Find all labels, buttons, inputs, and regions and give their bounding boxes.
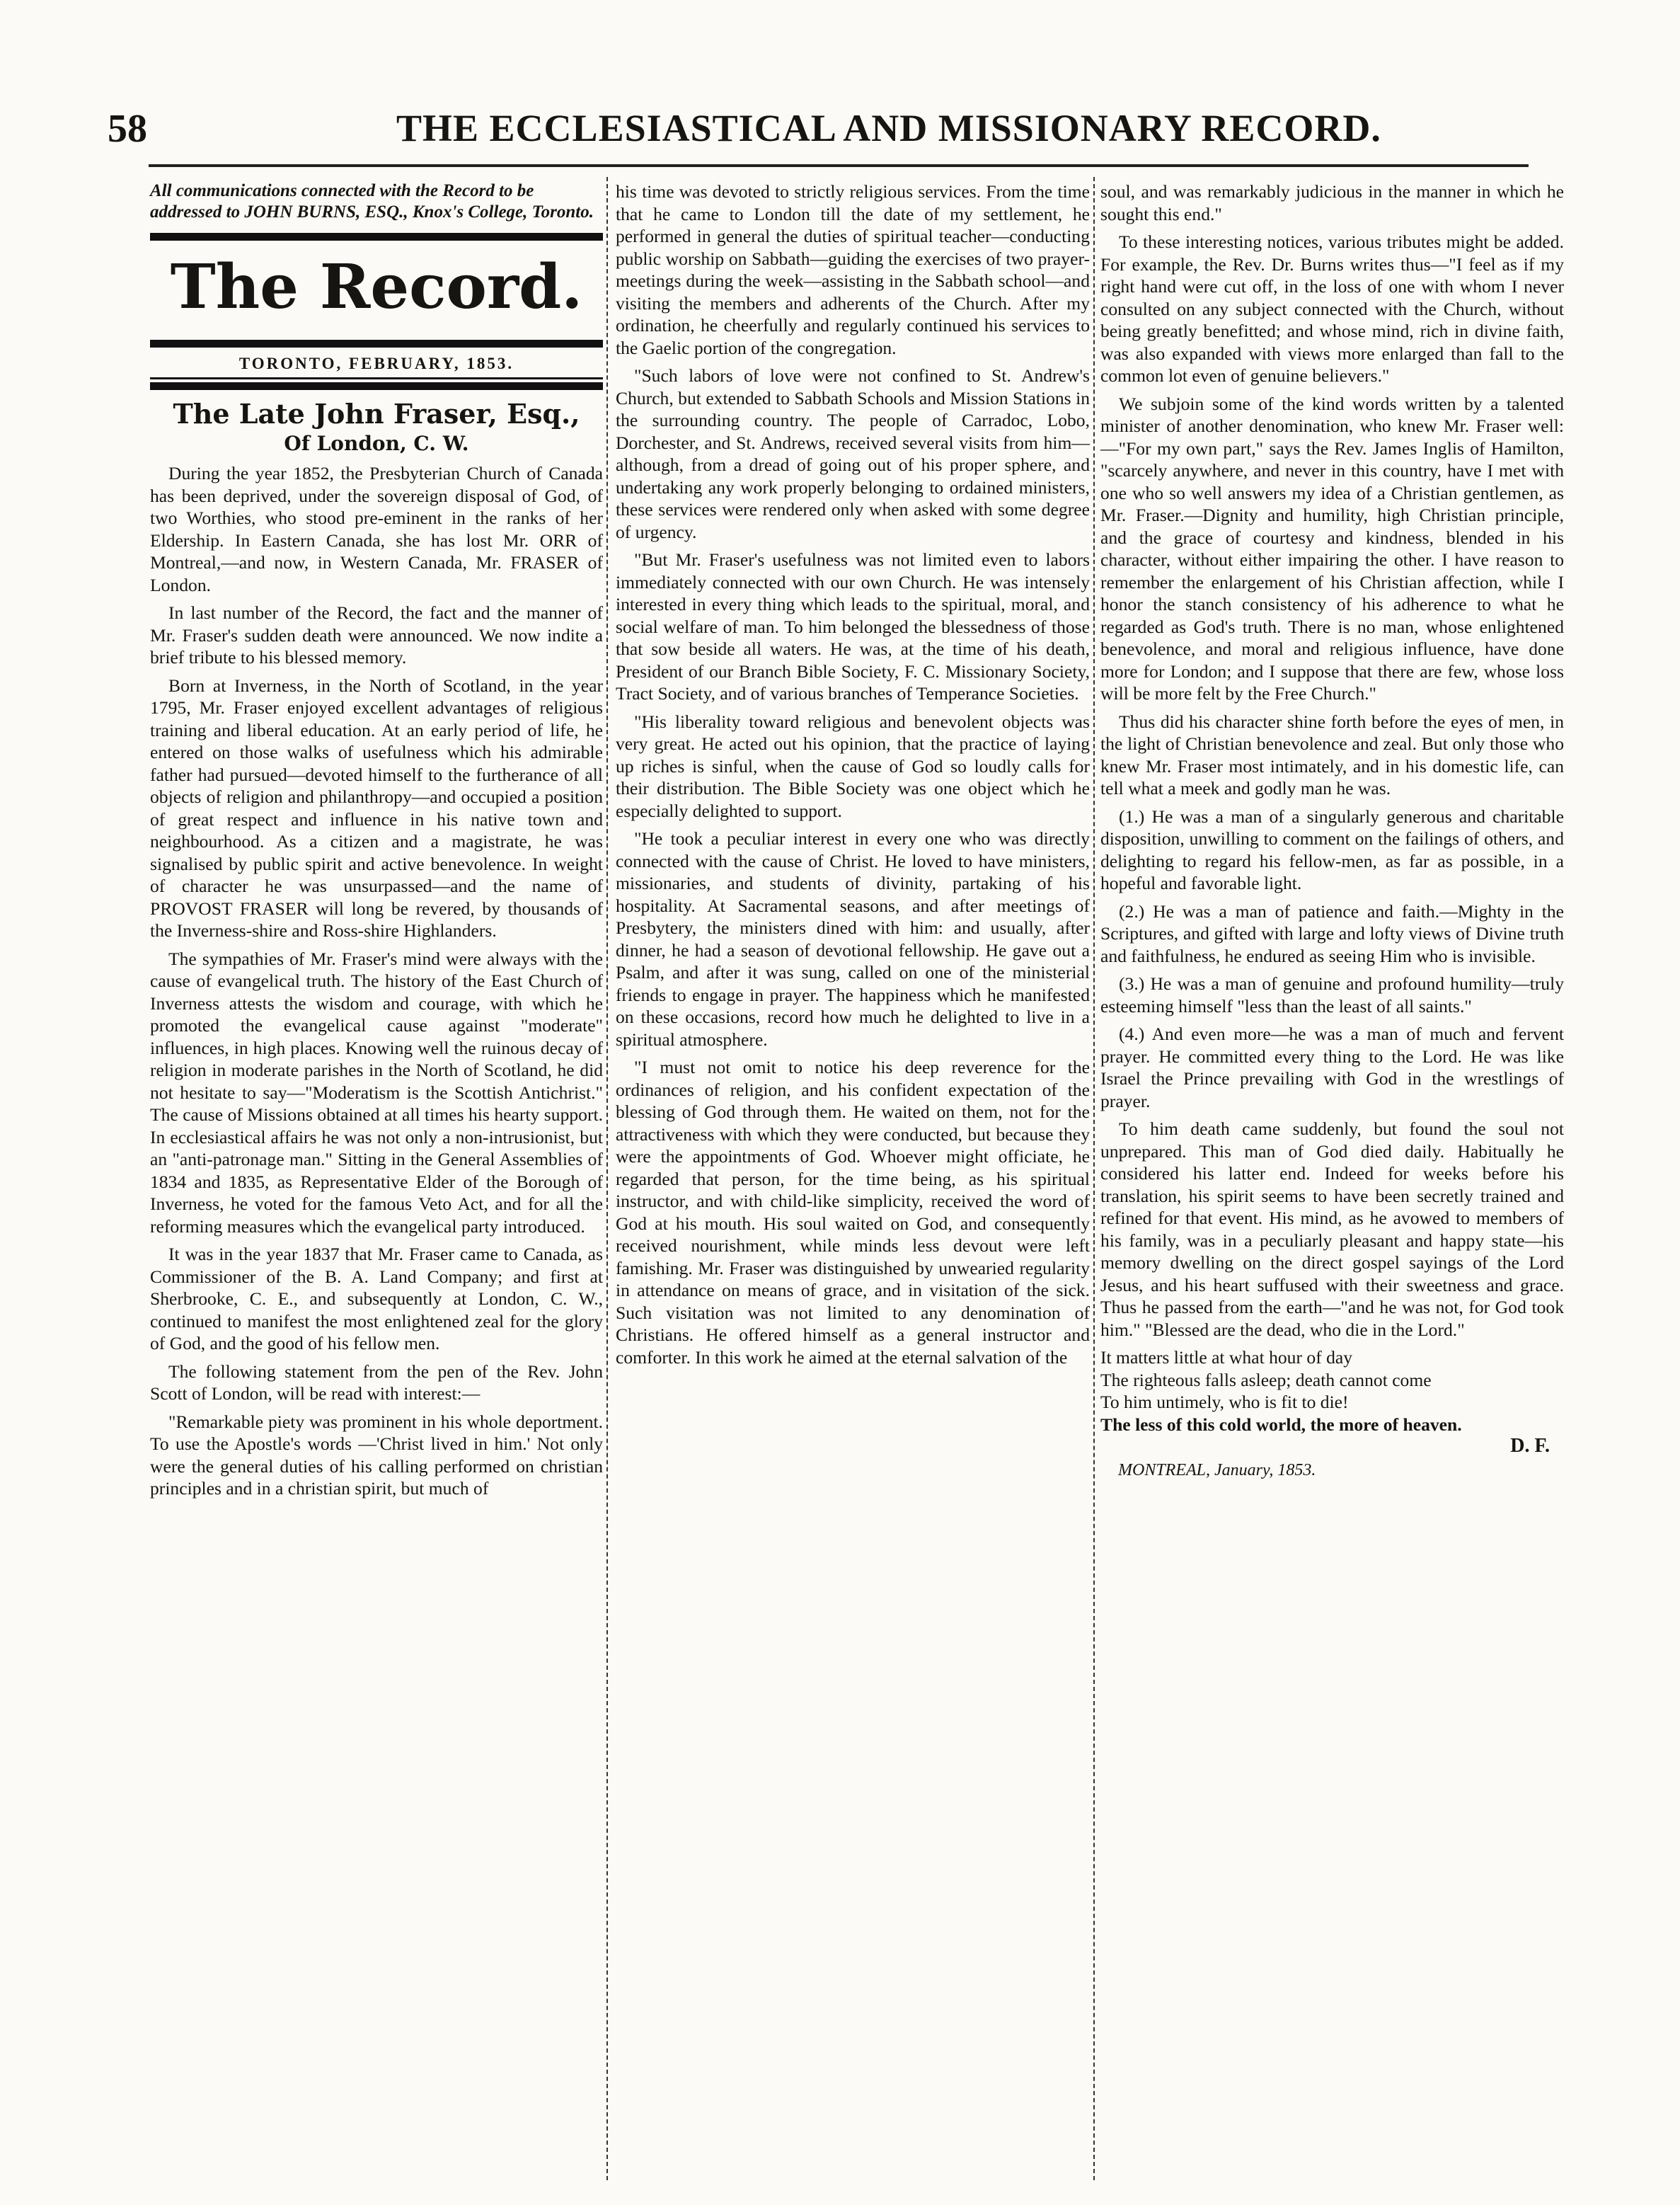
page-header-title: THE ECCLESIASTICAL AND MISSIONARY RECORD. — [396, 107, 1381, 149]
masthead-rule-bottom — [150, 340, 603, 348]
paragraph: Born at Inverness, in the North of Scotland, in the year 1795, Mr. Fraser enjoyed excellent advantages of religious training and liberal education. At an early period of life, he entered on those walks of usefulness which his admirable father had pursued—devoted himself to the furtherance of all objects of religion and philanthropy—and occupied a position of great respect and influence in his native town and neighbourhood. As a citizen and a magistrate, he was signalised by public spirit and active benevolence. In weight of character he was unsurpassed—and the name of PROVOST FRASER will long be revered, by thousands of the Inverness-shire and Ross-shire Highlanders. — [150, 675, 603, 941]
sign-place-date: MONTREAL, January, 1853. — [1118, 1461, 1316, 1479]
poem-line: The righteous falls asleep; death cannot come — [1100, 1369, 1432, 1390]
paragraph: "I must not omit to notice his deep reverence for the ordinances of religion, and his confident expectation of the blessing of God through them. He waited on them, not for the attractiveness with which they were conducted, but because they were the appointments of God. Whoever might officiate, he regarded that person, for the time being, as his spiritual instructor, and with child-like simplicity, received the word of God at his mouth. His soul waited on God, and consequently received nourishment, while minds less devout were left famishing. Mr. Fraser was distinguished by unwearied regularity in attendance on means of grace, and in visitation of the sick. Such visitation was not limited to any denomination of Christians. He offered himself as a general instructor and comforter. In this work he aimed at the eternal salvation of the — [616, 1057, 1090, 1368]
paragraph: "Such labors of love were not confined to St. Andrew's Church, but extended to Sabbath Schools and Mission Stations in the surrounding country. The people of Carradoc, Lobo, Dorchester, and St. Andrews, received several visits from him—although, from a dread of going out of his proper sphere, and undertaking any work properly belonging to ordained ministers, these services were rendered only when asked with some degree of urgency. — [616, 365, 1090, 542]
paragraph: It was in the year 1837 that Mr. Fraser came to Canada, as Commissioner of the B. A. Land Company; and first at Sherbrooke, C. E., and subsequently at London, C. W., continued to manifest the most enlightened zeal for the glory of God, and the good of his fellow men. — [150, 1244, 603, 1353]
paragraph: "Remarkable piety was prominent in his whole deportment. To use the Apostle's words —'Christ lived in him.' Not only were the general duties of his calling performed on christian principles and in a christian spirit, but much of — [150, 1411, 603, 1499]
dateline: TORONTO, FEBRUARY, 1853. — [238, 355, 514, 372]
title-rule — [150, 382, 603, 390]
page-number: 58 — [108, 107, 147, 151]
paragraph: To these interesting notices, various tributes might be added. For example, the Rev. Dr. Burns writes thus—"I feel as if my right hand were cut off, in the loss of one with whom I never consulted on any subject connected with the Church, without being greatly benefitted; and whose mind, rich in divine faith, was also expanded with views more enlarged than fall to the common lot even of genuine believers." — [1100, 231, 1564, 386]
column-divider — [1093, 177, 1095, 2180]
poem — [1100, 1346, 1564, 1436]
paragraph: The following statement from the pen of the Rev. John Scott of London, will be read with interest:— — [150, 1361, 603, 1404]
paragraph: To him death came suddenly, but found the soul not unprepared. This man of God died daily. Habitually he considered his latter end. Indeed for weeks before his translation, his spirit seems to have been secretly trained and refined for that event. His mind, as he avowed to members of his family, was in a peculiarly pleasant and happy state—his memory dwelling on the direct gospel sayings of the Lord Jesus, and his heart suffused with their sweetness and grace. Thus he passed from the earth—"and he was not, for God took him." "Blessed are the dead, who die in the Lord." — [1100, 1118, 1564, 1340]
poem-line: It matters little at what hour of day — [1100, 1347, 1353, 1368]
paragraph: (1.) He was a man of a singularly generous and charitable disposition, unwilling to comment on the failings of others, and delighting to regard his fellow-men, as far as possible, in a hopeful and favorable light. — [1100, 806, 1564, 893]
paragraph: We subjoin some of the kind words written by a talented minister of another denomination, who knew Mr. Fraser well:—"For my own part," says the Rev. James Inglis of Hamilton, "scarcely anywhere, and never in this country, have I met with one who so well answers my idea of a Christian gentlemen, as Mr. Fraser.—Dignity and humility, high Christian principle, and the grace of courtesy and kindness, blended in his character, without either impairing the other. I have reason to remember the enlargement of his Christian affection, while I honor the stanch consistency of his adherence to what he regarded as God's truth. There is no man, whose enlightened benevolence, and moral and religious influence, have done more for London; and I suppose that there are few, whose loss will be more felt by the Free Church." — [1100, 393, 1564, 704]
paragraph: The sympathies of Mr. Fraser's mind were always with the cause of evangelical truth. The history of the East Church of Inverness attests the wisdom and courage, with which he promoted the evangelical cause against "moderate" influences, in high places. Knowing well the ruinous decay of religion in moderate parishes in the North of Scotland, he did not hesitate to say—"Moderatism is the Scottish Antichrist." The cause of Missions obtained at all times his hearty support. In ecclesiastical affairs he was not only a non-intrusionist, but an "anti-patronage man." Sitting in the General Assemblies of 1834 and 1835, as Representative Elder of the Borough of Inverness, he voted for the famous Veto Act, and for all the reforming measures which the evangelical party introduced. — [150, 948, 603, 1237]
paragraph: soul, and was remarkably judicious in the manner in which he sought this end." — [1100, 181, 1564, 224]
paragraph: (2.) He was a man of patience and faith.—Mighty in the Scriptures, and gifted with large and lofty views of Divine truth and faithfulness, he endured as seeing Him who is invisible. — [1100, 900, 1564, 966]
article-subtitle: Of London, C. W. — [284, 432, 469, 455]
column-3 — [1100, 181, 1564, 1480]
paragraph: In last number of the Record, the fact and the manner of Mr. Fraser's sudden death were announced. We now indite a brief tribute to his blessed memory. — [150, 602, 603, 668]
paragraph: Thus did his character shine forth before the eyes of men, in the light of Christian benevolence and zeal. But only those who knew Mr. Fraser most intimately, and in his domestic life, can tell what a meek and godly man he was. — [1100, 711, 1564, 798]
paragraph: his time was devoted to strictly religious services. From the time that he came to London till the date of my settlement, he performed in general the duties of spiritual teacher—conducting public worship on Sabbath—guiding the exercises of two prayer-meetings during the week—assisting in the Sabbath school—and visiting the members and adherents of the Church. After my ordination, he cheerfully and regularly continued his services to the Gaelic portion of the congregation. — [616, 181, 1090, 358]
communications-notice: All communications connected with the Record to be addressed to JOHN BURNS, ESQ., Knox's College, Toronto. — [150, 181, 594, 222]
paragraph: "His liberality toward religious and benevolent objects was very great. He acted out his opinion, that the practice of laying up riches is sinful, when the cause of God so loudly calls for their distribution. The Bible Society was one object which he especially delighted to support. — [616, 711, 1090, 821]
masthead-rule-top — [150, 233, 603, 241]
poem-line: To him untimely, who is fit to die! — [1100, 1392, 1349, 1412]
paragraph: (3.) He was a man of genuine and profound humility—truly esteeming himself "less than the least of all saints." — [1100, 973, 1564, 1016]
column-1 — [150, 181, 603, 1506]
signature: D. F. — [1510, 1435, 1550, 1457]
column-2 — [616, 181, 1090, 1374]
poem-line: The less of this cold world, the more of heaven. — [1100, 1414, 1462, 1435]
article-title: The Late John Fraser, Esq., — [173, 398, 580, 430]
paragraph: "But Mr. Fraser's usefulness was not limited even to labors immediately connected with our own Church. He was intensely interested in every thing which leads to the spiritual, moral, and social welfare of man. To him belonged the blessedness of those that sow beside all waters. He was, at the time of his death, President of our Branch Bible Society, F. C. Missionary Society, Tract Society, and of various branches of Temperance Societies. — [616, 549, 1090, 704]
masthead: The Record. — [170, 251, 583, 323]
column-divider — [606, 177, 608, 2180]
header-rule — [149, 164, 1529, 167]
paragraph: (4.) And even more—he was a man of much and fervent prayer. He committed every thing to the Lord. He was like Israel the Prince prevailing with God in the wrestlings of prayer. — [1100, 1024, 1564, 1111]
paragraph: "He took a peculiar interest in every one who was directly connected with the cause of Christ. He loved to have ministers, missionaries, and students of divinity, partaking of his hospitality. At Sacramental seasons, and after meetings of Presbytery, the ministers dined with him: and usually, after dinner, he had a season of devotional fellowship. He gave out a Psalm, and after it was sung, called on one of the ministerial friends to engage in prayer. The happiness which he manifested on these occasions, record how much he delighted to live in a spiritual atmosphere. — [616, 828, 1090, 1050]
paragraph: During the year 1852, the Presbyterian Church of Canada has been deprived, under the sovereign disposal of God, of two Worthies, who stood pre-eminent in the ranks of her Eldership. In Eastern Canada, she has lost Mr. ORR of Montreal,—and now, in Western Canada, Mr. FRASER of London. — [150, 463, 603, 595]
dateline-rule — [150, 377, 603, 379]
